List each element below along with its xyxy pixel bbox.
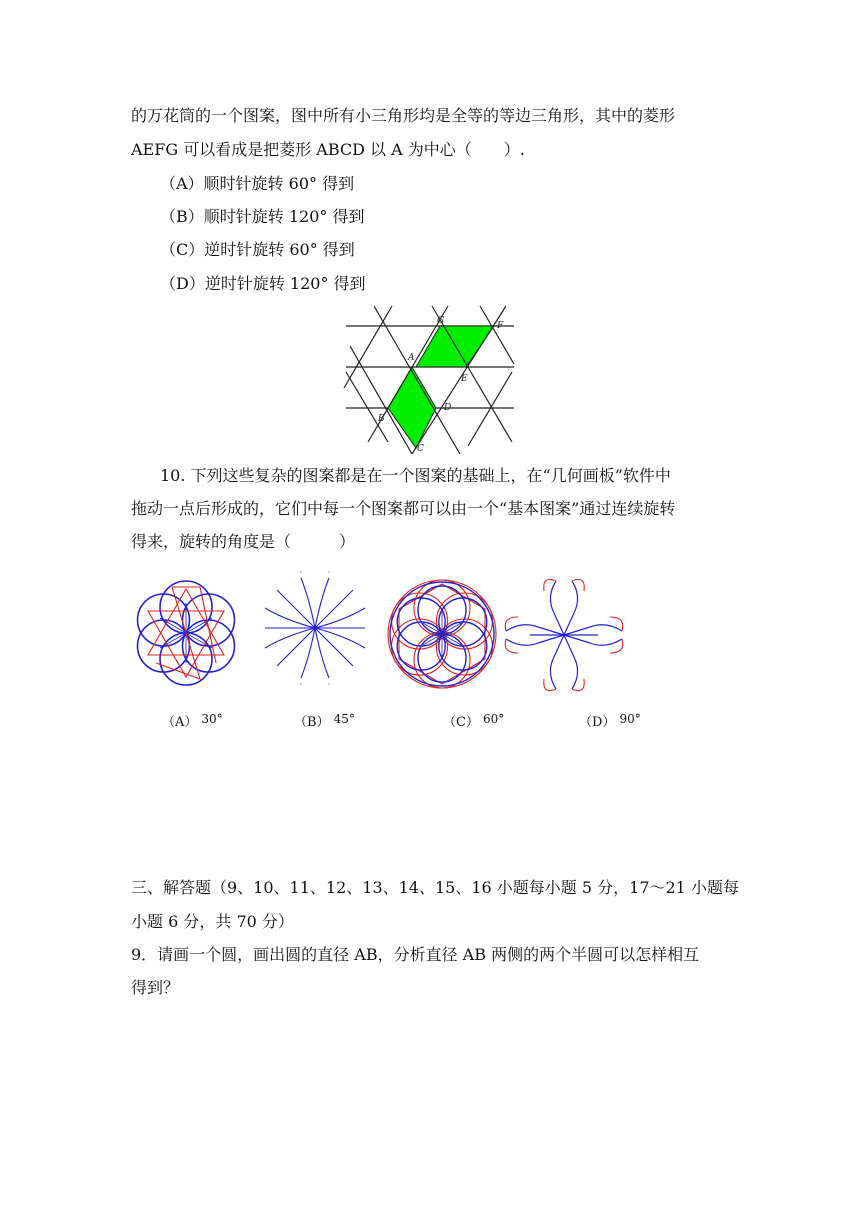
- q10-text-line2: 拖动一点后形成的，它们中每一个图案都可以由一个“基本图案”通过连续旋转: [131, 499, 676, 518]
- q9-option-d: （D）逆时针旋转 120° 得到: [160, 274, 366, 293]
- caption-d-value: 90°: [619, 712, 641, 726]
- pattern-b: [262, 568, 368, 688]
- q10-text-line1: 10. 下列这些复杂的图案都是在一个图案的基础上，在“几何画板”软件中: [160, 466, 671, 485]
- caption-a: [162, 711, 223, 731]
- pattern-d: [500, 570, 628, 700]
- rhombus-figure: [340, 302, 520, 454]
- q9-text-line2: AEFG 可以看成是把菱形 ABCD 以 A 为中心（ ）.: [131, 140, 525, 159]
- caption-d: [579, 711, 641, 731]
- q9b-line1: 9．请画一个圆，画出圆的直径 AB，分析直径 AB 两侧的两个半圆可以怎样相互: [131, 945, 700, 964]
- caption-d-label: （D）: [579, 715, 616, 730]
- rhombus-aefg: [416, 326, 494, 367]
- label-b: B: [378, 414, 385, 424]
- label-c: C: [417, 444, 424, 454]
- caption-b-label: （B）: [294, 715, 330, 730]
- pattern-c: [384, 574, 500, 694]
- section3-line2: 小题 6 分，共 70 分）: [131, 912, 294, 931]
- section3-line1: 三、解答题（9、10、11、12、13、14、15、16 小题每小题 5 分，17～21 小题每: [131, 878, 739, 897]
- caption-b-value: 45°: [333, 712, 355, 726]
- rhombus-abcd: [388, 367, 436, 448]
- caption-c: [443, 711, 504, 731]
- q9-option-b: （B）顺时针旋转 120° 得到: [160, 207, 365, 226]
- q9-text-line1: 的万花筒的一个图案，图中所有小三角形均是全等的等边三角形，其中的菱形: [131, 106, 676, 125]
- caption-c-value: 60°: [482, 712, 505, 726]
- label-f: F: [497, 321, 504, 331]
- label-d: D: [444, 403, 452, 413]
- q9-option-c: （C）逆时针旋转 60° 得到: [160, 240, 355, 259]
- q9b-line2: 得到？: [131, 978, 180, 997]
- label-a: A: [408, 353, 415, 363]
- caption-c-label: （C）: [443, 715, 479, 730]
- caption-a-value: 30°: [201, 712, 223, 726]
- label-g: G: [437, 316, 445, 326]
- caption-a-label: （A）: [162, 715, 198, 730]
- label-e: E: [461, 374, 468, 384]
- pattern-a: [128, 575, 244, 691]
- q9-option-a: （A）顺时针旋转 60° 得到: [160, 174, 355, 193]
- caption-b: [294, 711, 355, 731]
- q10-text-line3: 得来，旋转的角度是（ ）: [131, 532, 356, 551]
